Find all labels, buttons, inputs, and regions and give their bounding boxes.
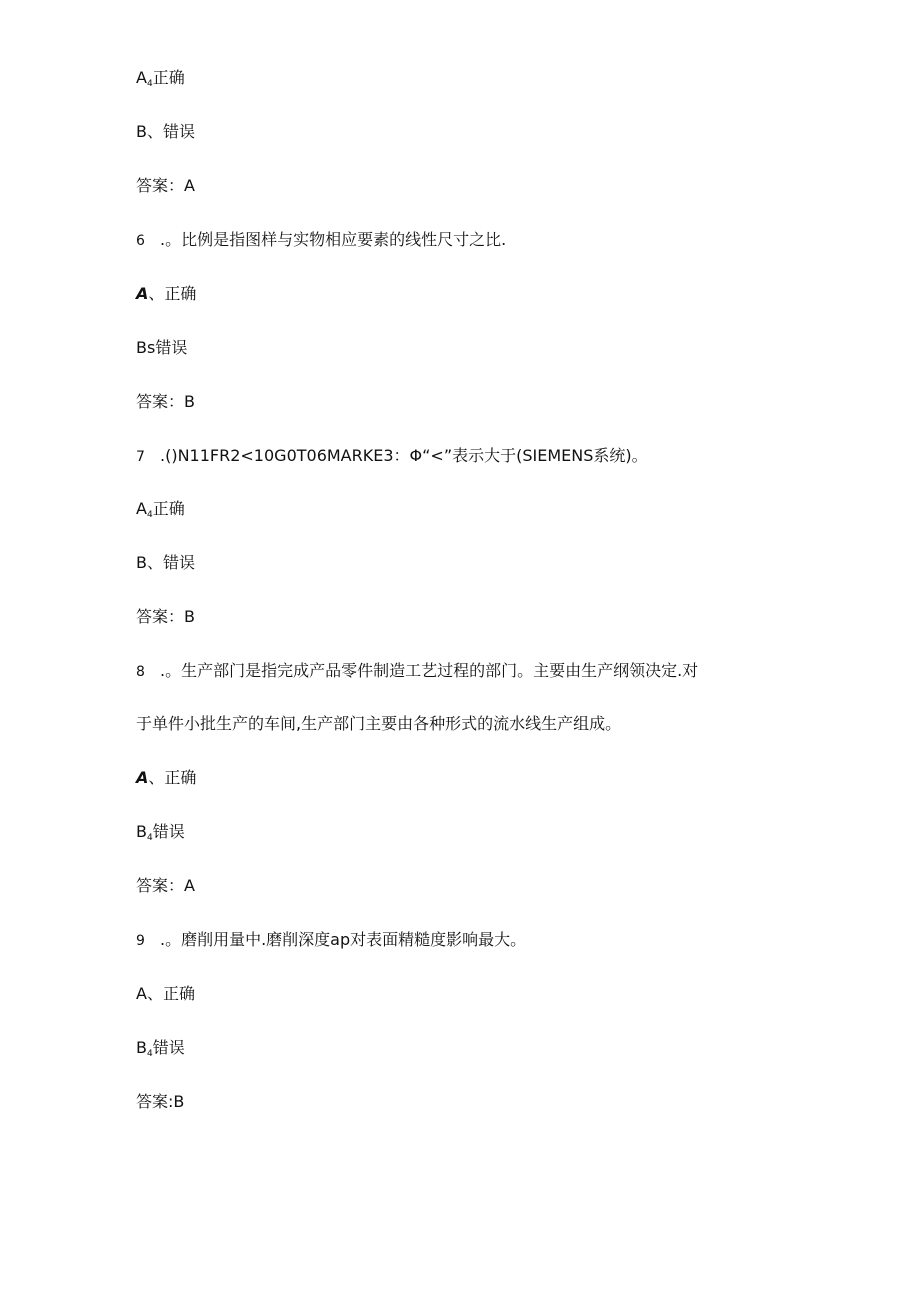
option-letter: A	[136, 68, 147, 87]
answer-line	[136, 176, 195, 196]
option-mark: 4	[146, 833, 153, 843]
question-6	[136, 230, 506, 251]
answer-text: 答案：A	[136, 876, 195, 895]
option-text: 、正确	[148, 284, 197, 303]
option-mark: 4	[146, 1049, 153, 1059]
question-number: 7	[136, 449, 145, 465]
option-text: 错误	[152, 1038, 185, 1057]
question-7	[136, 446, 648, 467]
option-mark: 4	[146, 510, 153, 520]
answer-text: 答案:B	[136, 1092, 185, 1111]
question-text: .。磨削用量中.磨削深度ap对表面精糙度影响最大。	[160, 930, 527, 949]
option-a	[136, 68, 185, 94]
option-a	[136, 284, 196, 304]
answer-text: 答案：A	[136, 176, 195, 195]
option-letter: B	[136, 122, 147, 141]
option-a	[136, 499, 185, 525]
option-b	[136, 338, 187, 358]
question-9	[136, 930, 526, 951]
answer-text: 答案：B	[136, 392, 195, 411]
option-text: 正确	[152, 499, 185, 518]
option-letter: A	[136, 768, 149, 787]
option-b	[136, 822, 185, 848]
option-letter: B	[136, 553, 147, 572]
answer-text: 答案：B	[136, 607, 195, 626]
option-text: A、正确	[136, 984, 195, 1003]
question-8-continuation	[136, 714, 621, 734]
question-number: 8	[136, 664, 145, 680]
option-letter: A	[136, 284, 149, 303]
option-b	[136, 553, 195, 573]
option-text: 错误	[152, 822, 185, 841]
question-number: 9	[136, 933, 145, 949]
question-text: 于单件小批生产的车间,生产部门主要由各种形式的流水线生产组成。	[136, 714, 622, 733]
option-text: 、正确	[148, 768, 197, 787]
question-number: 6	[136, 233, 145, 249]
option-letter: B	[136, 822, 147, 841]
question-text: .。比例是指图样与实物相应要素的线性尺寸之比.	[160, 230, 507, 249]
question-8	[136, 661, 698, 682]
option-mark: 4	[146, 79, 153, 89]
answer-line	[136, 392, 195, 412]
option-text: 、错误	[146, 553, 195, 572]
option-a	[136, 984, 195, 1004]
option-b	[136, 1038, 185, 1064]
option-text: 正确	[152, 68, 185, 87]
option-letter: A	[136, 499, 147, 518]
option-b	[136, 122, 195, 142]
option-letter: B	[136, 1038, 147, 1057]
option-a	[136, 768, 196, 788]
answer-line	[136, 876, 195, 896]
question-text: .。生产部门是指完成产品零件制造工艺过程的部门。主要由生产纲领决定.对	[160, 661, 699, 680]
option-text: Bs错误	[136, 338, 188, 357]
answer-line	[136, 1092, 184, 1112]
question-text: .()N11FR2<10G0T06MARKE3：Φ“<”表示大于(SIEMENS系统)。	[160, 446, 648, 465]
answer-line	[136, 607, 195, 627]
option-text: 、错误	[146, 122, 195, 141]
